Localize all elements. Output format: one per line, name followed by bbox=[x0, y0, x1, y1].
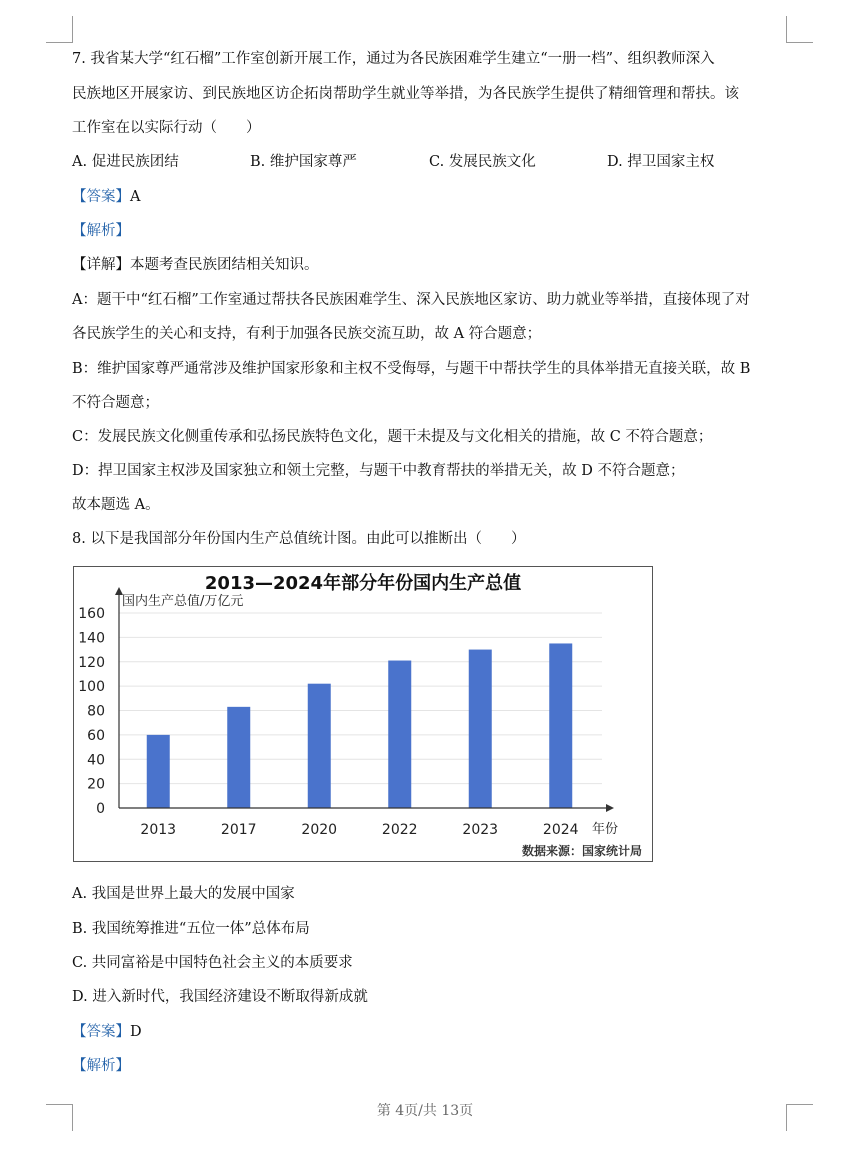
q7-option-d: D. 捍卫国家主权 bbox=[607, 154, 715, 170]
x-tick-label: 2023 bbox=[462, 822, 499, 838]
y-tick-label: 40 bbox=[87, 752, 105, 769]
answer-value: D bbox=[130, 1024, 142, 1040]
answer-tag: 【答案】 bbox=[72, 189, 130, 205]
q7-stem-line-3: 工作室在以实际行动（ ） bbox=[72, 120, 261, 136]
x-tick-label: 2022 bbox=[381, 822, 418, 838]
x-axis-label: 年份 bbox=[592, 822, 619, 837]
analysis-tag: 【解析】 bbox=[72, 223, 130, 239]
q7-explain-line-5: C：发展民族文化侧重传承和弘扬民族特色文化，题干未提及与文化相关的措施，故 C 不符合题意； bbox=[72, 429, 713, 445]
y-tick-label: 60 bbox=[87, 727, 105, 744]
y-tick-label: 140 bbox=[78, 630, 105, 647]
q7-explain-line-6: D：捍卫国家主权涉及国家独立和领土完整，与题干中教育帮扶的举措无关，故 D 不符合题意； bbox=[72, 463, 685, 479]
bar bbox=[388, 661, 411, 808]
q8-stem: 8. 以下是我国部分年份国内生产总值统计图。由此可以推断出（ ） bbox=[72, 531, 526, 547]
q8-option-d: D. 进入新时代，我国经济建设不断取得新成就 bbox=[72, 989, 368, 1005]
q7-option-b: B. 维护国家尊严 bbox=[250, 154, 357, 170]
q7-option-a: A. 促进民族团结 bbox=[72, 154, 179, 170]
y-tick-label: 120 bbox=[78, 654, 105, 671]
y-tick-label: 80 bbox=[87, 703, 105, 720]
page-number: 第 4页/共 13页 bbox=[376, 1103, 474, 1119]
q7-explain-line-2: 各民族学生的关心和支持，有利于加强各民族交流互助，故 A 符合题意； bbox=[72, 326, 542, 342]
gdp-bar-chart bbox=[73, 566, 653, 862]
bar bbox=[147, 735, 170, 808]
answer-value: A bbox=[130, 189, 141, 205]
q7-analysis-tag bbox=[72, 221, 130, 241]
chart-canvas bbox=[74, 567, 652, 861]
q8-analysis-tag bbox=[72, 1056, 130, 1076]
q7-stem-line-1: 7. 我省某大学“红石榴”工作室创新开展工作，通过为各民族困难学生建立“一册一档”、组织教师深入 bbox=[72, 51, 715, 67]
y-tick-label: 20 bbox=[87, 776, 105, 793]
corner-mark-top-right bbox=[786, 16, 813, 43]
q7-explain-line-3: B：维护国家尊严通常涉及维护国家形象和主权不受侮辱，与题干中帮扶学生的具体举措无直接关联，故 B bbox=[72, 361, 751, 377]
y-tick-label: 100 bbox=[78, 679, 105, 696]
page-footer bbox=[0, 1100, 850, 1120]
bar bbox=[469, 650, 492, 808]
x-tick-label: 2020 bbox=[301, 822, 338, 838]
x-tick-label: 2017 bbox=[220, 822, 257, 838]
q7-stem-line-2: 民族地区开展家访、到民族地区访企拓岗帮助学生就业等举措，为各民族学生提供了精细管理和帮扶。该 bbox=[72, 86, 739, 102]
y-axis-label: 国内生产总值/万亿元 bbox=[122, 594, 244, 609]
q7-option-c: C. 发展民族文化 bbox=[429, 154, 536, 170]
bar bbox=[308, 684, 331, 808]
q7-explain-line-4: 不符合题意； bbox=[72, 395, 159, 411]
bar bbox=[227, 707, 250, 808]
q8-answer bbox=[72, 1022, 142, 1042]
q8-option-a: A. 我国是世界上最大的发展中国家 bbox=[72, 886, 295, 902]
answer-tag: 【答案】 bbox=[72, 1024, 130, 1040]
x-tick-label: 2024 bbox=[542, 822, 579, 838]
chart-title: 2013—2024年部分年份国内生产总值 bbox=[204, 573, 522, 594]
q7-explain-line-7: 故本题选 A。 bbox=[72, 497, 160, 513]
corner-mark-top-left bbox=[46, 16, 73, 43]
y-tick-label: 0 bbox=[96, 801, 105, 817]
q8-option-b: B. 我国统筹推进“五位一体”总体布局 bbox=[72, 921, 310, 937]
y-tick-label: 160 bbox=[78, 606, 105, 622]
analysis-tag: 【解析】 bbox=[72, 1058, 130, 1074]
x-axis-arrow bbox=[606, 804, 614, 812]
chart-source: 数据来源：国家统计局 bbox=[521, 844, 642, 858]
q8-option-c: C. 共同富裕是中国特色社会主义的本质要求 bbox=[72, 955, 353, 971]
q7-answer bbox=[72, 187, 140, 207]
x-tick-label: 2013 bbox=[140, 822, 177, 838]
q7-detail: 【详解】本题考查民族团结相关知识。 bbox=[72, 257, 319, 273]
q7-explain-line-1: A：题干中“红石榴”工作室通过帮扶各民族困难学生、深入民族地区家访、助力就业等举措，直接体现了对 bbox=[72, 292, 750, 308]
bar bbox=[549, 643, 572, 808]
